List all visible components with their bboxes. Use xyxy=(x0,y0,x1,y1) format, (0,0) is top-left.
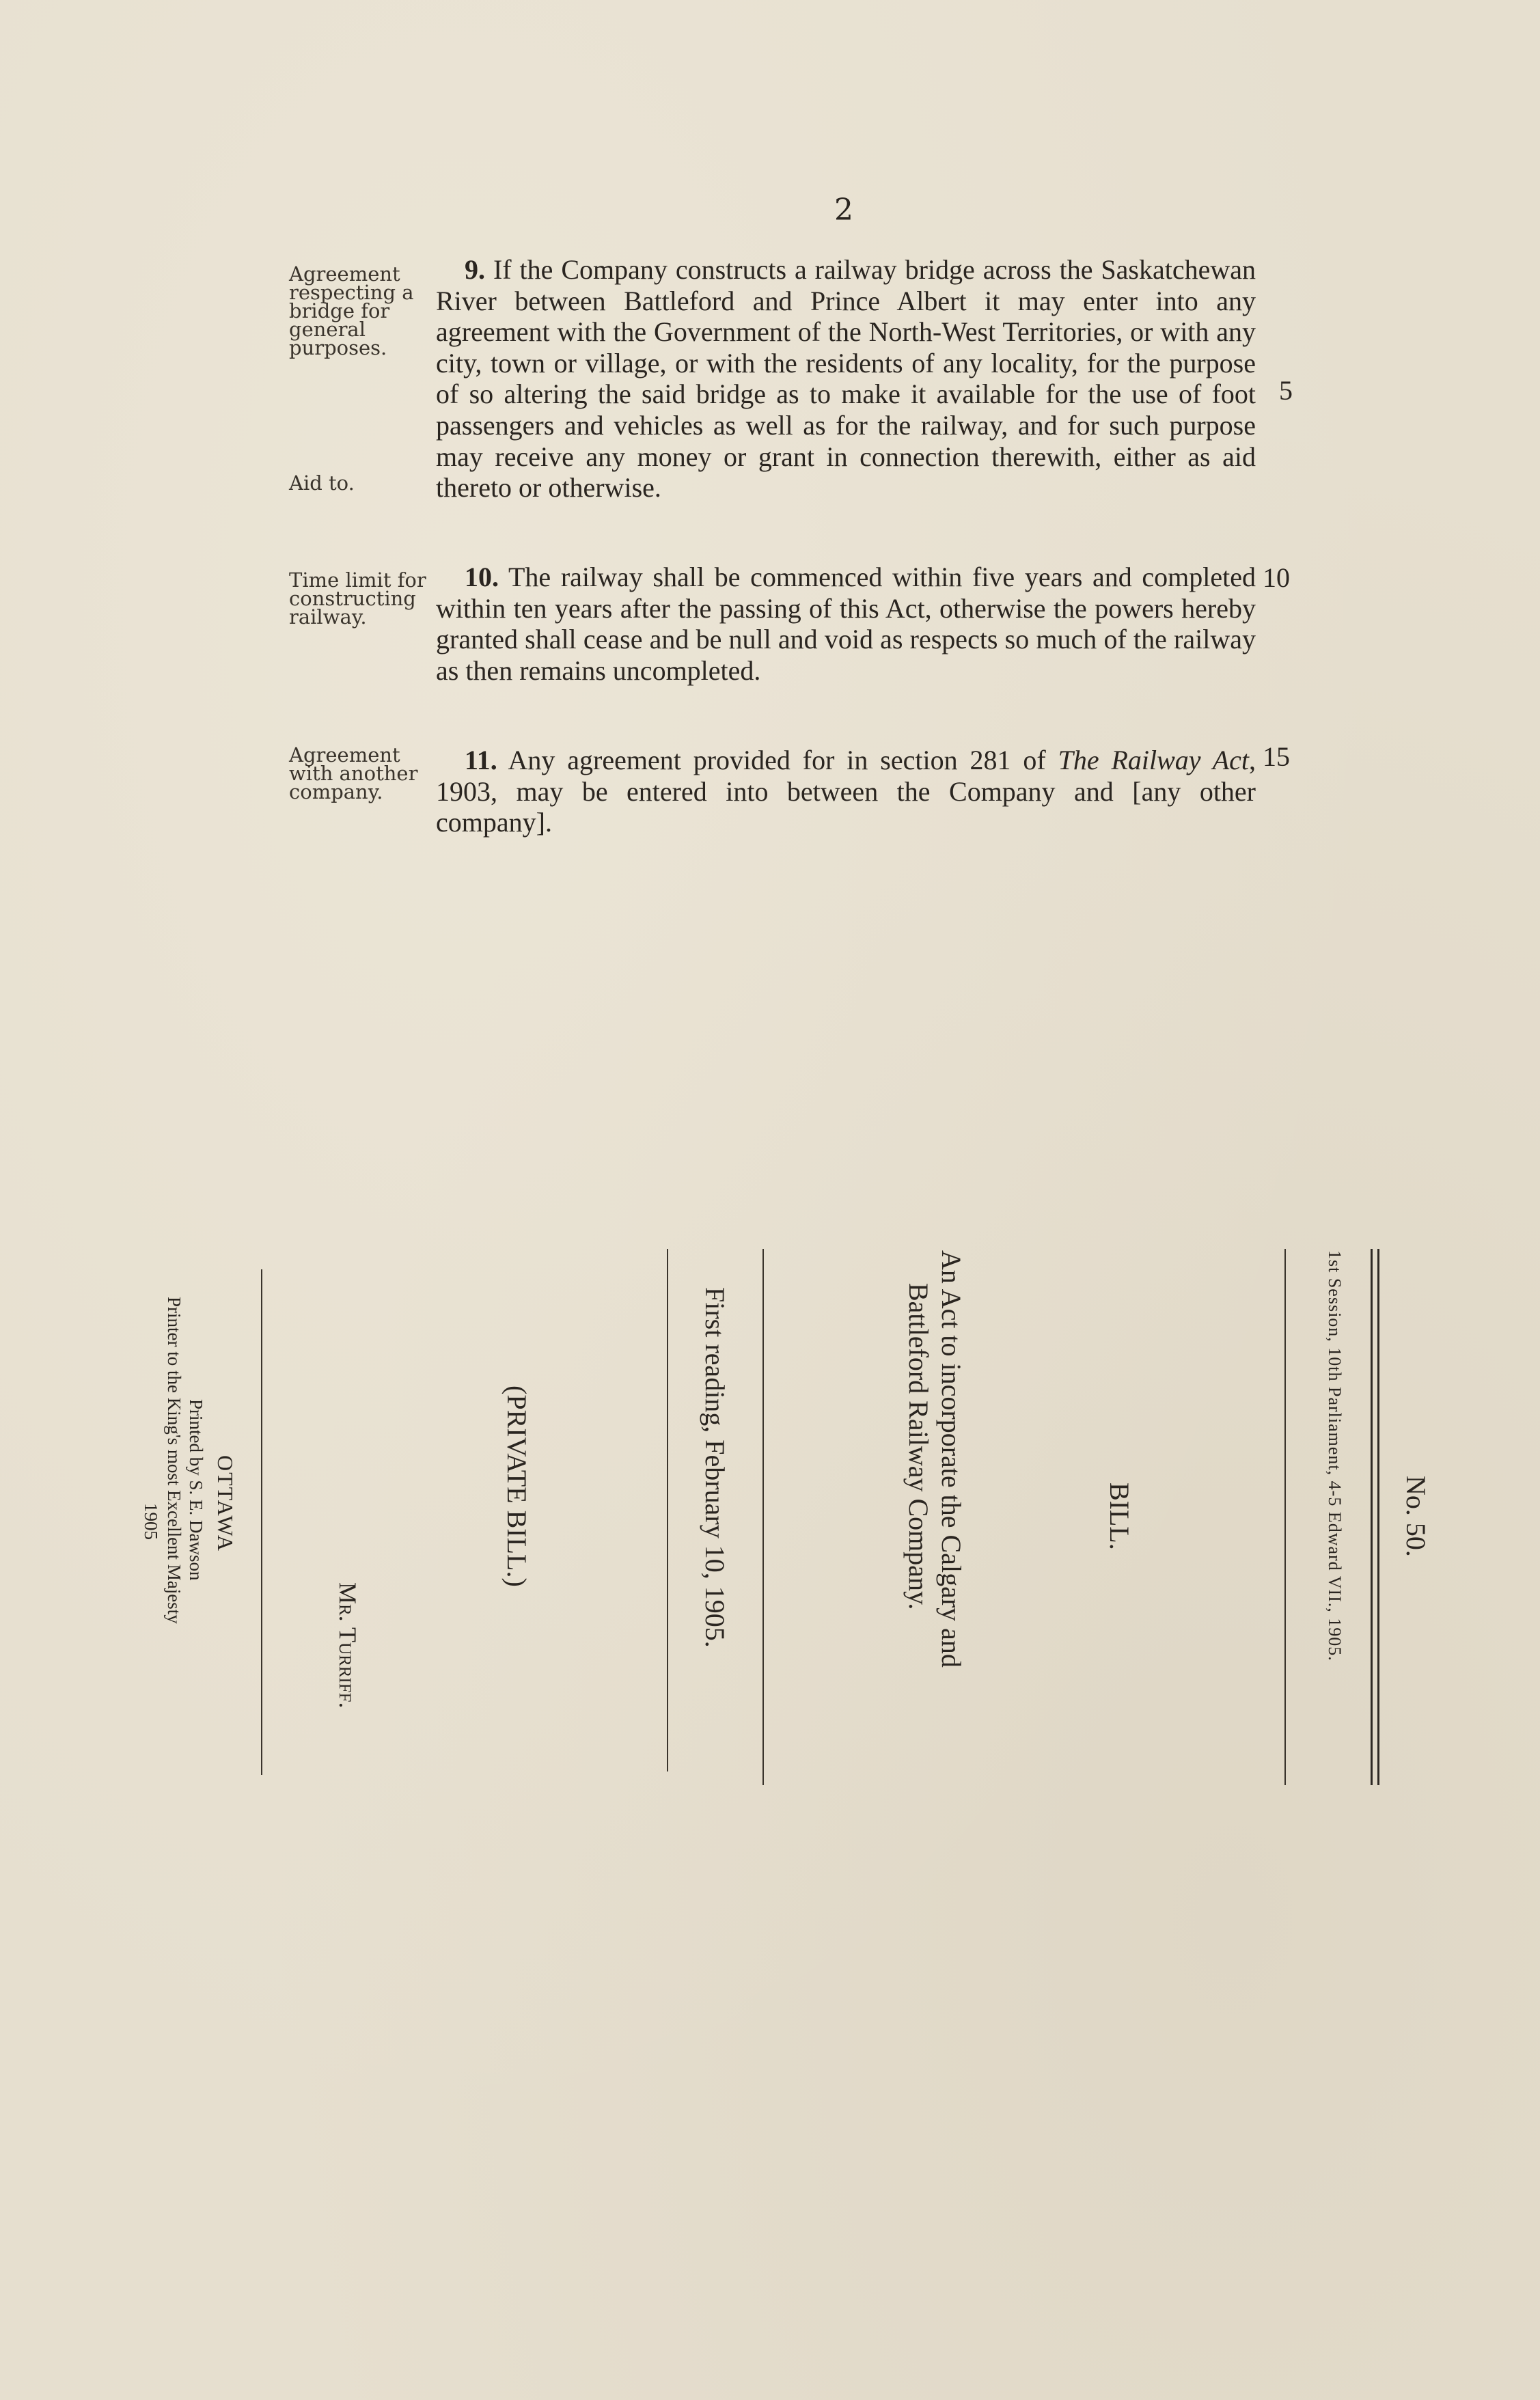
act-title-line2: Battleford Railway Company. xyxy=(903,1283,934,1610)
imprint-city: OTTAWA xyxy=(213,1455,238,1552)
cover-rule-printer xyxy=(261,1269,262,1775)
line-number-15: 15 xyxy=(1263,741,1290,772)
line-number-10: 10 xyxy=(1263,562,1290,593)
section-number: 9. xyxy=(465,254,485,285)
cover-rule-right-inner xyxy=(1377,1249,1379,1785)
cover-rule-reading xyxy=(667,1249,668,1771)
private-bill: (PRIVATE BILL.) xyxy=(501,1385,532,1587)
imprint-year: 1905 xyxy=(141,1503,161,1540)
sidenote-aid-to: Aid to. xyxy=(289,471,355,495)
act-title-line1: An Act to incorporate the Calgary and xyxy=(936,1250,967,1668)
section-11: 11. Any agreement provided for in section 281 of The Railway Act, 1903, may be entered into between the Company and [any other company]. xyxy=(436,745,1256,838)
sidenote-agreement-company: Agreement with another company. xyxy=(289,743,418,803)
section-number: 11. xyxy=(465,745,497,775)
section-9 xyxy=(436,254,1256,504)
session-line: 1st Session, 10th Parliament, 4-5 Edward VII., 1905. xyxy=(1325,1250,1345,1661)
line-number-5: 5 xyxy=(1279,375,1293,406)
first-reading: First reading, February 10, 1905. xyxy=(700,1287,730,1648)
page-number: 2 xyxy=(834,193,853,227)
sponsor: Mr. Turriff. xyxy=(334,1582,361,1709)
section-10 xyxy=(436,562,1256,686)
cover-rule-session xyxy=(1284,1249,1286,1785)
bill-number: No. 50. xyxy=(1401,1476,1431,1557)
section-text: The railway shall be commenced within five years and completed within ten years after the passing of this Act, otherwise the powers hereby granted shall cease and be null and void as respects so much of the railway as then remains uncompleted. xyxy=(436,562,1256,686)
cover-rule-title xyxy=(762,1249,764,1785)
section-number: 10. xyxy=(465,562,499,592)
sidenote-agreement-bridge: Agreement respecting a bridge for general purposes. xyxy=(289,262,414,359)
section-text: If the Company constructs a railway bridge across the Saskatchewan River between Battleford and Prince Albert it may enter into any agreement with the Government of the North-West Territories, or with any city, town or village, or with the residents of any locality, for the purpose of so altering the said bridge as to make it available for the use of foot passengers and vehicles as well as for the railway, and for such purpose may receive any money or grant in connection therewith, either as aid thereto or otherwise. xyxy=(436,254,1256,504)
imprint-printer-title: Printer to the King's most Excellent Majesty xyxy=(164,1297,184,1624)
cover-rule-right-outer xyxy=(1371,1249,1373,1785)
imprint-printer: Printed by S. E. Dawson xyxy=(186,1399,206,1581)
sidenote-time-limit: Time limit for constructing railway. xyxy=(289,568,426,629)
bill-label: BILL. xyxy=(1104,1482,1135,1550)
act-title: The Railway Act xyxy=(1058,745,1250,775)
